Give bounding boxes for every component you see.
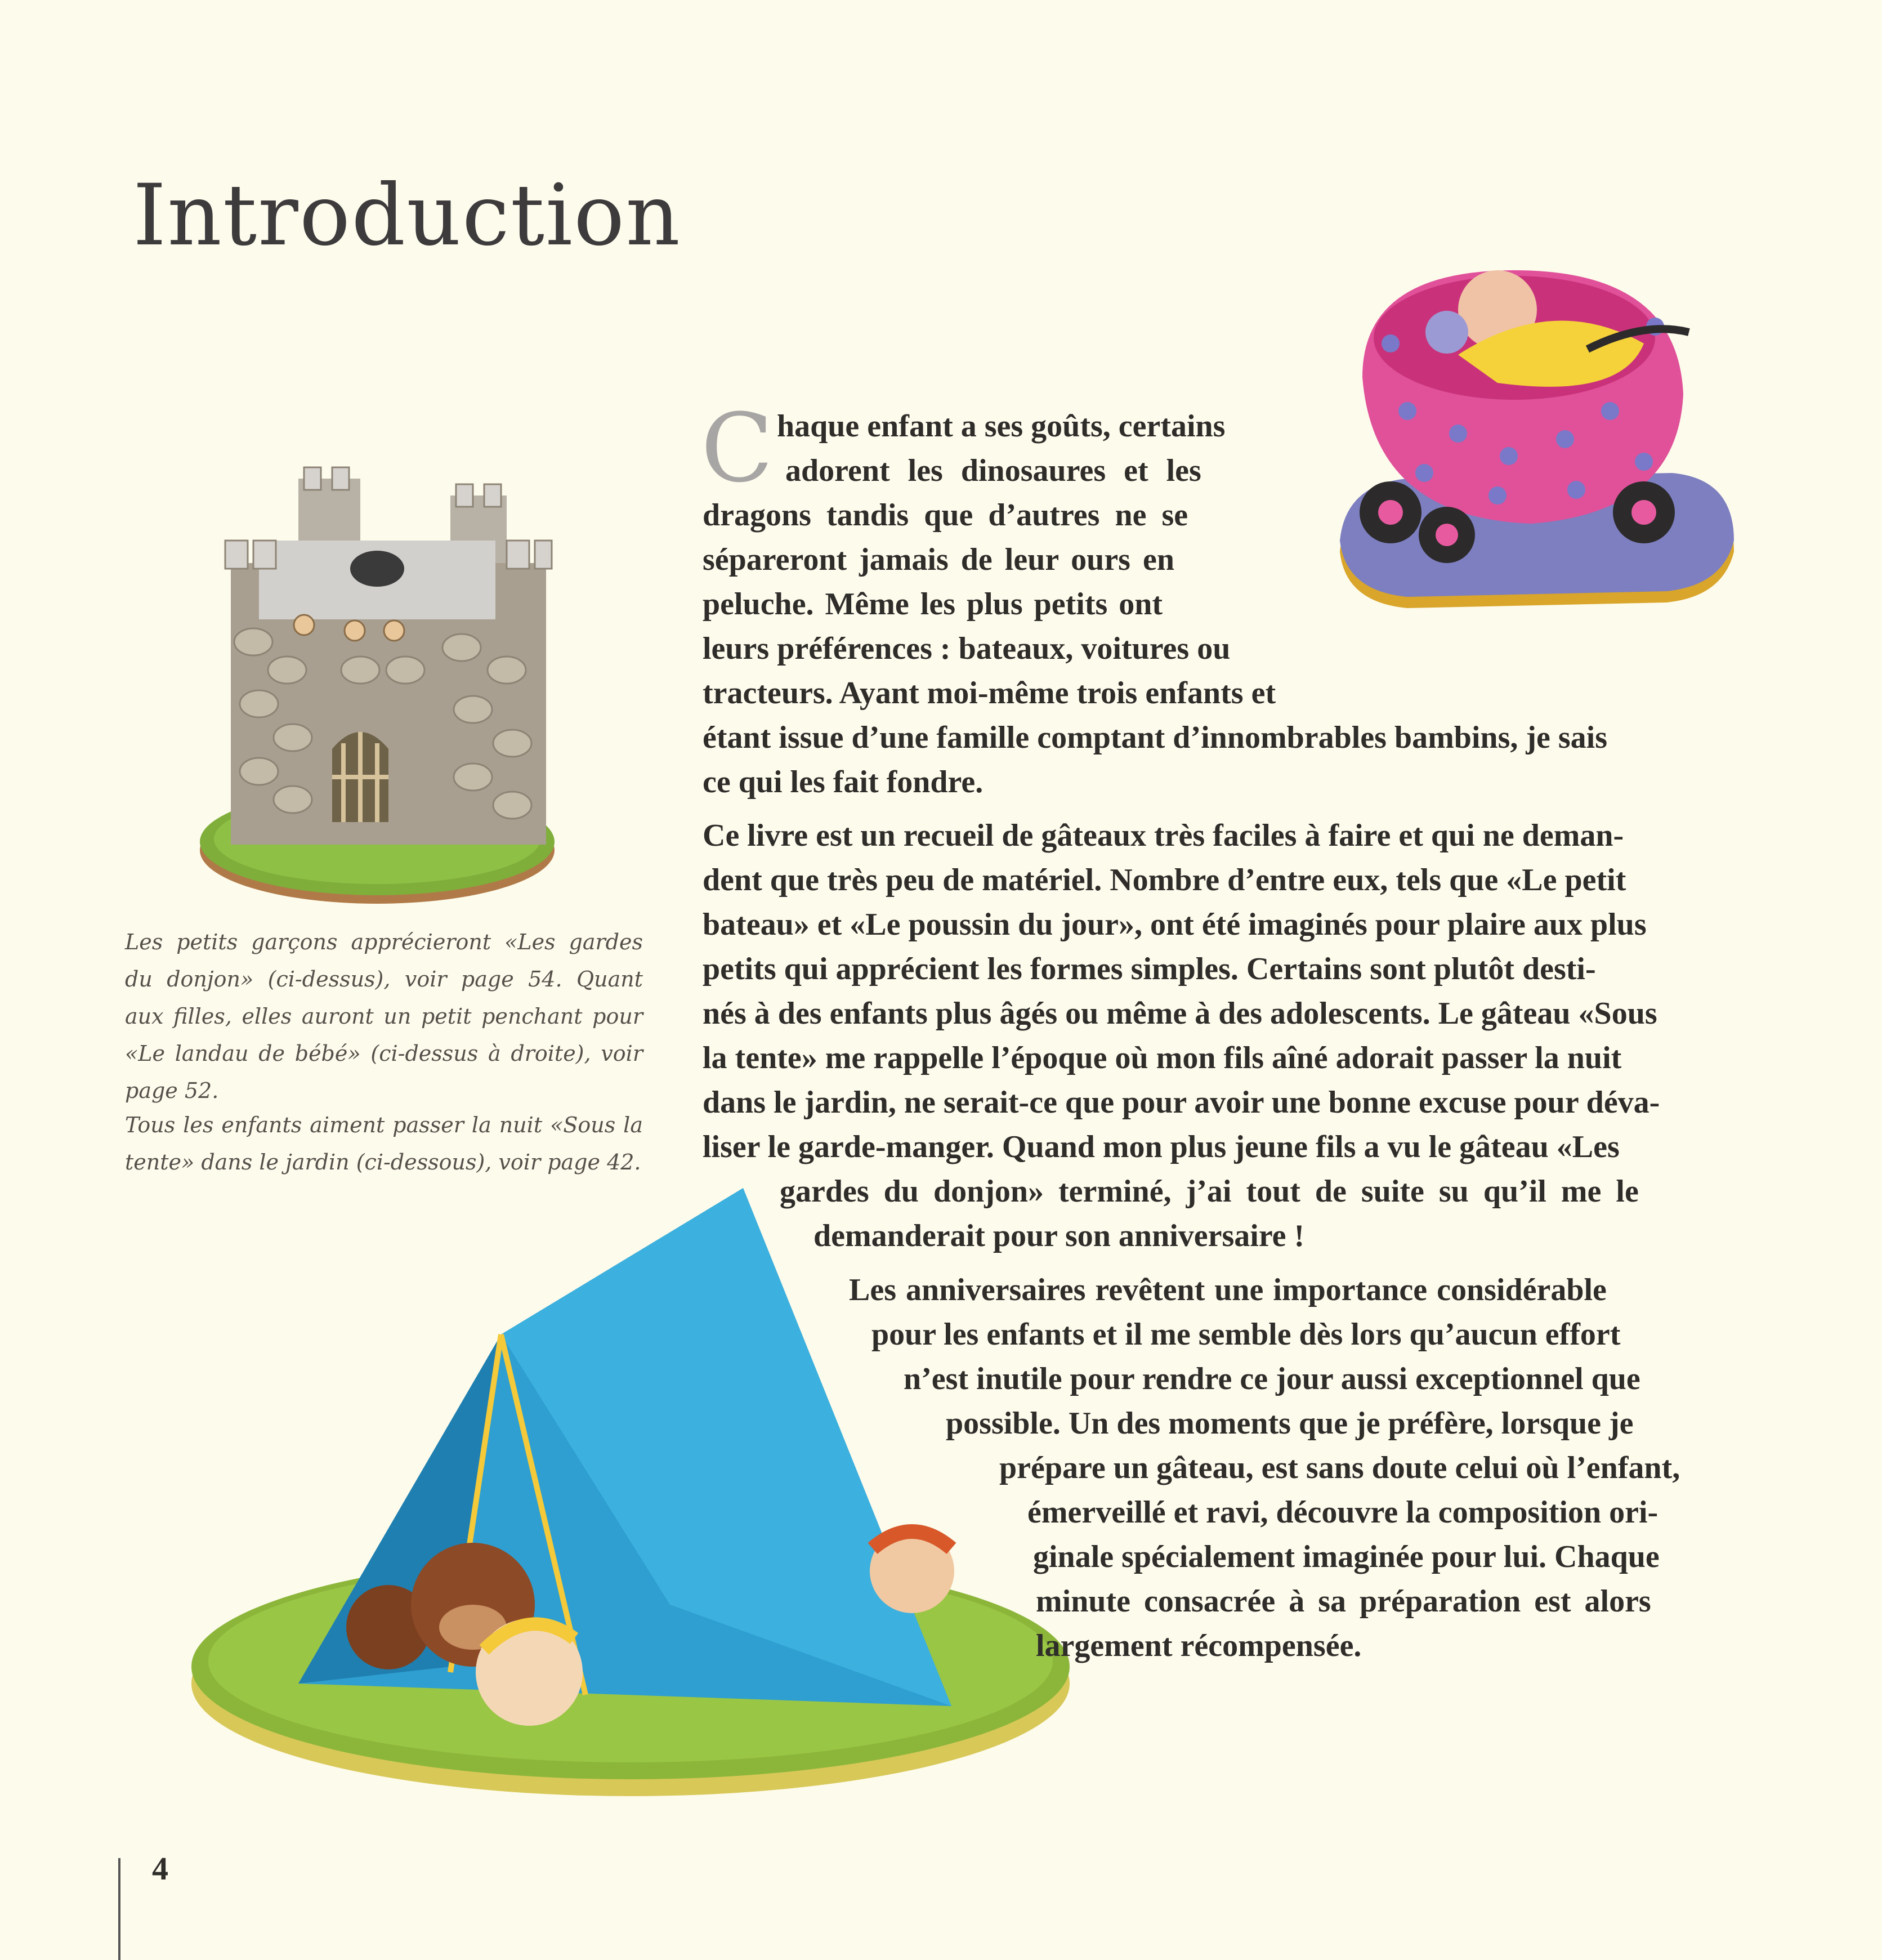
- text-line: dent que très peu de matériel. Nombre d’entre eux, tels que «Le petit: [703, 863, 1626, 898]
- castle-cake-photo: [191, 456, 563, 907]
- text-line: la tente» me rappelle l’époque où mon fils aîné adorait passer la nuit: [703, 1041, 1622, 1075]
- page-number: 4: [152, 1850, 168, 1887]
- page-title: Introduction: [133, 166, 681, 265]
- page-rule: [118, 1858, 120, 1960]
- text-line: sépareront jamais de leur ours en: [703, 542, 1174, 577]
- text-line: largement récompensée.: [1036, 1628, 1362, 1663]
- text-line: Ce livre est un recueil de gâteaux très faciles à faire et qui ne deman-: [703, 818, 1624, 853]
- text-line: dans le jardin, ne serait-ce que pour avoir une bonne excuse pour déva-: [703, 1085, 1660, 1120]
- text-line: nés à des enfants plus âgés ou même à des adolescents. Le gâteau «Sous: [703, 996, 1657, 1031]
- text-line: adorent les dinosaures et les: [785, 453, 1201, 488]
- text-line: ce qui les fait fondre.: [703, 765, 984, 800]
- text-line: possible. Un des moments que je préfère, lorsque je: [946, 1406, 1634, 1441]
- text-line: peluche. Même les plus petits ont: [703, 587, 1163, 622]
- text-line: minute consacrée à sa préparation est alors: [1036, 1584, 1651, 1619]
- text-line: demanderait pour son anniversaire !: [813, 1218, 1305, 1253]
- drop-cap: C: [701, 393, 774, 503]
- text-line: tracteurs. Ayant moi-même trois enfants et: [703, 676, 1276, 711]
- text-line: Les anniversaires revêtent une importance considérable: [849, 1273, 1607, 1307]
- text-line: petits qui apprécient les formes simples. Certains sont plutôt desti-: [703, 952, 1596, 986]
- text-line: étant issue d’une famille comptant d’innombrables bambins, je sais: [703, 720, 1608, 755]
- text-line: bateau» et «Le poussin du jour», ont été imaginés pour plaire aux plus: [703, 907, 1647, 942]
- text-line: gardes du donjon» terminé, j’ai tout de suite su qu’il me le: [780, 1174, 1639, 1209]
- text-line: dragons tandis que d’autres ne se: [703, 498, 1188, 533]
- caption-castle-pram: Les petits garçons apprécieront «Les gardes du donjon» (ci-dessus), voir page 54. Quant aux filles, elles auront un petit penchant pour «Le landau de bébé» (ci-dessus à droite), voir page 52.: [125, 930, 643, 1103]
- text-line: ginale spécialement imaginée pour lui. Chaque: [1033, 1539, 1660, 1574]
- text-line: émerveillé et ravi, découvre la composition ori-: [1027, 1495, 1659, 1530]
- caption-tent: Tous les enfants aiment passer la nuit «Sous la tente» dans le jardin (ci-dessous), voir page 42.: [125, 1113, 643, 1175]
- text-line: prépare un gâteau, est sans doute celui où l’enfant,: [999, 1450, 1680, 1485]
- text-line: n’est inutile pour rendre ce jour aussi exceptionnel que: [904, 1361, 1640, 1396]
- text-line: liser le garde-manger. Quand mon plus jeune fils a vu le gâteau «Les: [703, 1129, 1620, 1164]
- text-line: haque enfant a ses goûts, certains: [777, 409, 1226, 444]
- text-line: pour les enfants et il me semble dès lors qu’aucun effort: [871, 1317, 1621, 1352]
- pram-cake-photo: [1329, 248, 1745, 636]
- text-line: leurs préférences : bateaux, voitures ou: [703, 631, 1231, 666]
